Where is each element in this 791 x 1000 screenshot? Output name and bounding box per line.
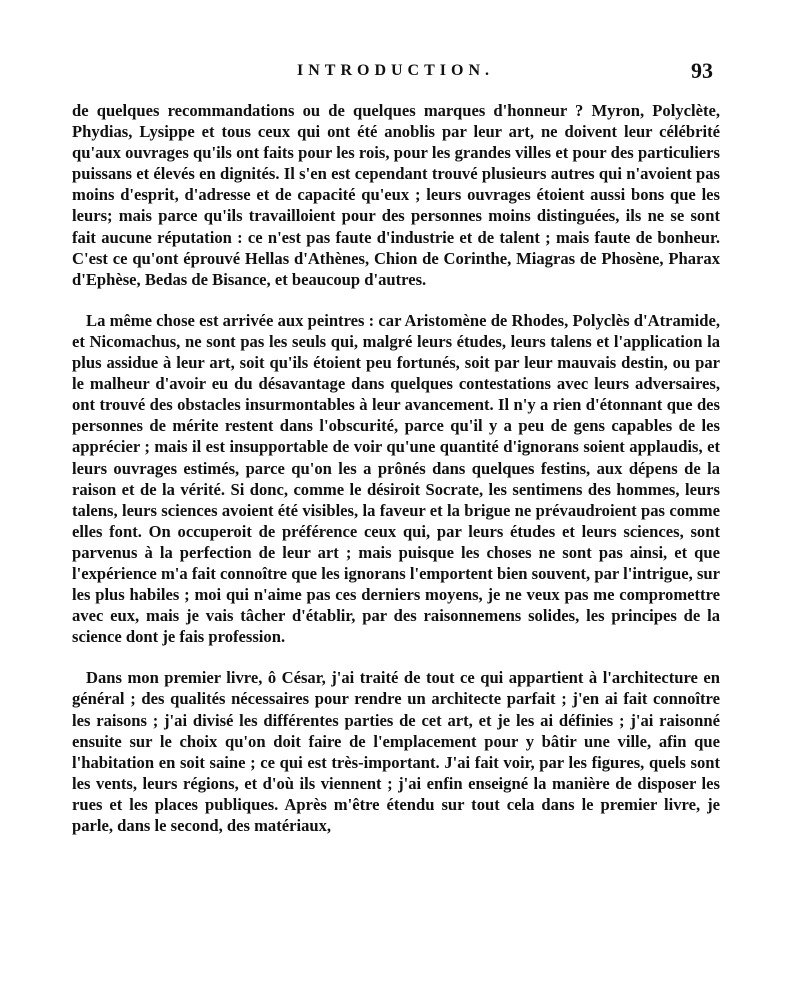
paragraph-2: La même chose est arrivée aux peintres : car Aristomène de Rhodes, Polyclès d'Atramide, et Nicomachus, ne sont pas les seuls qui, malgré leurs études, leurs talens et l'application la plus assidue à leur art, soit qu'ils étoient peu fortunés, soit par leur mauvais destin, ou par le malheur d'avoir eu du désavantage dans quelques contestations avec leurs adversaires, ont trouvé des obstacles insurmontables à leur avancement. Il n'y a rien d'étonnant que des personnes de mérite restent dans l'obscurité, parce qu'il y a peu de gens capables de les apprécier ; mais il est insupportable de voir qu'une quantité d'ignorans soient applaudis, et leurs ouvrages estimés, parce qu'on les a prônés dans quelques festins, aux dépens de la raison et de la vérité. Si donc, comme le désiroit Socrate, les sentimens des hommes, leurs talens, leurs sciences avoient été visibles, la faveur et la brigue ne prévaudroient pas comme elles font. On occuperoit de préférence ceux qui, par leurs études et leurs sciences, sont parvenus à la perfection de leur art ; mais puisque les choses ne sont pas ainsi, et que l'expérience m'a fait connoître que les ignorans l'emportent bien souvent, par l'intrigue, sur les plus habiles ; moi qui n'aime pas ces derniers moyens, je ne veux pas me compromettre avec eux, mais je vais tâcher d'établir, par des raisonnemens solides, les principes de la science dont je fais profession.: [72, 310, 720, 647]
body-text: [72, 100, 720, 836]
page-number: 93: [691, 58, 713, 83]
paragraph-1: de quelques recommandations ou de quelques marques d'honneur ? Myron, Polyclète, Phydias, Lysippe et tous ceux qui ont été anoblis par leur art, ne doivent leur célébrité qu'aux ouvrages qu'ils ont faits pour les rois, pour les grandes villes et pour des particuliers puissans et élevés en dignités. Il s'en est cependant trouvé plusieurs autres qui n'avoient pas moins d'esprit, d'adresse et de capacité qu'eux ; leurs ouvrages étoient aussi bons que les leurs; mais parce qu'ils travailloient pour des personnes moins distinguées, ils ne se sont fait aucune réputation : ce n'est pas faute d'industrie et de talent ; mais faute de bonheur. C'est ce qu'ont éprouvé Hellas d'Athènes, Chion de Corinthe, Miagras de Phosène, Pharax d'Ephèse, Bedas de Bisance, et beaucoup d'autres.: [72, 101, 720, 289]
paragraph-3: Dans mon premier livre, ô César, j'ai traité de tout ce qui appartient à l'architecture en général ; des qualités nécessaires pour rendre un architecte parfait ; j'en ai fait connoître les raisons ; j'ai divisé les différentes parties de cet art, et je les ai définies ; j'ai raisonné ensuite sur le choix qu'on doit faire de l'emplacement pour y bâtir une ville, afin que l'habitation en soit saine ; ce qui est très-important. J'ai fait voir, par les figures, quels sont les vents, leurs régions, et d'où ils viennent ; j'ai enfin enseigné la manière de disposer les rues et les places publiques. Après m'être étendu sur tout cela dans le premier livre, je parle, dans le second, des matériaux,: [72, 668, 720, 835]
running-header: [0, 58, 791, 86]
running-title: INTRODUCTION.: [296, 62, 494, 79]
